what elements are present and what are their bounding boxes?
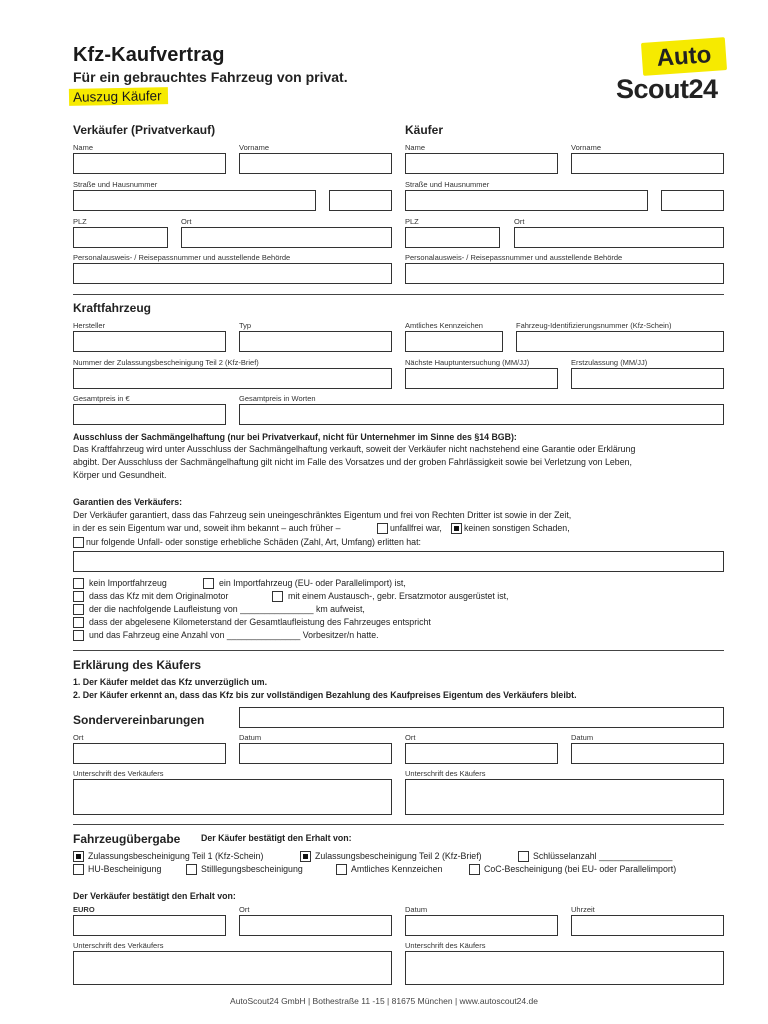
exclusion-text-1: Das Kraftfahrzeug wird unter Ausschluss der Sachmängelhaftung verkauft, soweit der Verkäufer nicht nachstehend eine Garantie oder Erklärung — [73, 444, 636, 454]
buyer-street-label: Straße und Hausnummer — [405, 180, 490, 189]
handover-seller-signature-field[interactable] — [73, 951, 392, 985]
plate-label: Amtliches Kennzeichen — [405, 321, 483, 330]
import-checkbox[interactable] — [203, 578, 214, 589]
no-import-checkbox[interactable] — [73, 578, 84, 589]
handover-buyer-signature-label: Unterschrift des Käufers — [405, 941, 486, 950]
handover-date-field[interactable] — [405, 915, 558, 936]
keys-label: Schlüsselanzahl _______________ — [533, 851, 673, 861]
euro-label: EURO — [73, 905, 95, 914]
seller-date-field[interactable] — [239, 743, 392, 764]
decommission-checkbox[interactable] — [186, 864, 197, 875]
accident-free-label: unfallfrei war, — [390, 523, 442, 533]
plates-label: Amtliches Kennzeichen — [351, 864, 443, 874]
keys-checkbox[interactable] — [518, 851, 529, 862]
vehicle-heading: Kraftfahrzeug — [73, 301, 152, 315]
coc-checkbox[interactable] — [469, 864, 480, 875]
doc1-label: Zulassungsbescheinigung Teil 1 (Kfz-Schein) — [88, 851, 264, 861]
seller-date-label: Datum — [239, 733, 262, 742]
seller-firstname-label: Vorname — [239, 143, 270, 152]
brand-logo-badge — [641, 37, 727, 76]
mileage-checkbox[interactable] — [73, 604, 84, 615]
registration-field[interactable] — [73, 368, 392, 389]
doc2-checkbox[interactable] — [300, 851, 311, 862]
seller-housenumber-field[interactable] — [329, 190, 392, 211]
hu-checkbox[interactable] — [73, 864, 84, 875]
buyer-zip-field[interactable] — [405, 227, 500, 248]
guarantees-text-2: in der es sein Eigentum war und, soweit ihm bekannt – auch früher – — [73, 523, 341, 533]
type-label: Typ — [239, 321, 252, 330]
registration-label: Nummer der Zulassungsbescheinigung Teil 2 (Kfz-Brief) — [73, 358, 259, 367]
only-following-checkbox[interactable] — [73, 537, 84, 548]
buyer-name-label: Name — [405, 143, 426, 152]
owners-checkbox[interactable] — [73, 630, 84, 641]
logo-text-auto: Auto — [655, 41, 713, 72]
hu-label: HU-Bescheinigung — [88, 864, 162, 874]
handover-place-field[interactable] — [239, 915, 392, 936]
seller-place-field[interactable] — [73, 743, 226, 764]
euro-field[interactable] — [73, 915, 226, 936]
price-words-label: Gesamtpreis in Worten — [239, 394, 316, 403]
coc-label: CoC-Bescheinigung (bei EU- oder Parallelimport) — [484, 864, 677, 874]
no-damage-label: keinen sonstigen Schaden, — [464, 523, 570, 533]
first-registration-field[interactable] — [571, 368, 724, 389]
special-agreements-field[interactable] — [239, 707, 724, 728]
page-subtitle: Für ein gebrauchtes Fahrzeug von privat. — [73, 69, 348, 85]
seller-name-field[interactable] — [73, 153, 226, 174]
price-label: Gesamtpreis in € — [73, 394, 130, 403]
seller-heading: Verkäufer (Privatverkauf) — [73, 123, 216, 137]
exclusion-heading: Ausschluss der Sachmängelhaftung (nur bei Privatverkauf, nicht für Unternehmer im Sinne des §14 BGB): — [73, 432, 517, 442]
price-field[interactable] — [73, 404, 226, 425]
buyer-place-field[interactable] — [405, 743, 558, 764]
vin-label: Fahrzeug-Identifizierungsnummer (Kfz-Schein) — [516, 321, 672, 330]
seller-id-label: Personalausweis- / Reisepassnummer und ausstellende Behörde — [73, 253, 291, 262]
exclusion-text-3: Körper und Gesundheit. — [73, 470, 167, 480]
seller-signature-label: Unterschrift des Verkäufers — [73, 769, 164, 778]
declaration-line-1: 1. Der Käufer meldet das Kfz unverzüglich um. — [73, 677, 268, 687]
buyer-firstname-field[interactable] — [571, 153, 724, 174]
buyer-housenumber-field[interactable] — [661, 190, 724, 211]
divider — [73, 294, 724, 295]
guarantees-heading: Garantien des Verkäufers: — [73, 497, 183, 507]
no-damage-checkbox[interactable] — [451, 523, 462, 534]
manufacturer-label: Hersteller — [73, 321, 106, 330]
buyer-zip-label: PLZ — [405, 217, 419, 226]
exclusion-text-2: abgibt. Der Ausschluss der Sachmängelhaftung gilt nicht im Falle des Vorsatzes und der groben Fahrlässigkeit sowie bei Verletzung von Leben, — [73, 457, 632, 467]
seller-id-field[interactable] — [73, 263, 392, 284]
buyer-street-field[interactable] — [405, 190, 648, 211]
handover-heading: Fahrzeugübergabe — [73, 832, 181, 846]
guarantees-text-1: Der Verkäufer garantiert, dass das Fahrzeug sein uneingeschränktes Eigentum und frei von Rechten Dritter ist sowie in der Zeit, — [73, 510, 572, 520]
odometer-checkbox[interactable] — [73, 617, 84, 628]
seller-name-label: Name — [73, 143, 94, 152]
decommission-label: Stilllegungsbescheinigung — [201, 864, 303, 874]
seller-street-field[interactable] — [73, 190, 316, 211]
odometer-label: dass der abgelesene Kilometerstand der Gesamtlaufleistung des Fahrzeuges entspricht — [89, 617, 431, 627]
no-import-label: kein Importfahrzeug — [89, 578, 167, 588]
only-following-label: nur folgende Unfall- oder sonstige erhebliche Schäden (Zahl, Art, Umfang) erlitten hat: — [86, 537, 421, 547]
buyer-id-label: Personalausweis- / Reisepassnummer und ausstellende Behörde — [405, 253, 623, 262]
seller-city-field[interactable] — [181, 227, 392, 248]
plate-field[interactable] — [405, 331, 503, 352]
doc1-checkbox[interactable] — [73, 851, 84, 862]
handover-time-field[interactable] — [571, 915, 724, 936]
mileage-label: der die nachfolgende Laufleistung von _______________ km aufweist, — [89, 604, 365, 614]
handover-buyer-signature-field[interactable] — [405, 951, 724, 985]
buyer-heading: Käufer — [405, 123, 444, 137]
buyer-name-field[interactable] — [405, 153, 558, 174]
seller-zip-label: PLZ — [73, 217, 87, 226]
manufacturer-field[interactable] — [73, 331, 226, 352]
declaration-line-2: 2. Der Käufer erkennt an, dass das Kfz bis zur vollständigen Bezahlung des Kaufpreises Eigentum des Verkäufers bleibt. — [73, 690, 577, 700]
seller-signature-field[interactable] — [73, 779, 392, 815]
type-field[interactable] — [239, 331, 392, 352]
seller-place-label: Ort — [73, 733, 84, 742]
doc2-label: Zulassungsbescheinigung Teil 2 (Kfz-Brief) — [315, 851, 482, 861]
seller-city-label: Ort — [181, 217, 192, 226]
buyer-signature-label: Unterschrift des Käufers — [405, 769, 486, 778]
price-words-field[interactable] — [239, 404, 724, 425]
divider — [73, 650, 724, 651]
logo-text-scout: Scout24 — [616, 74, 718, 104]
buyer-date-label: Datum — [571, 733, 594, 742]
divider — [73, 824, 724, 825]
replacement-engine-label: mit einem Austausch-, gebr. Ersatzmotor ausgerüstet ist, — [288, 591, 509, 601]
buyer-confirms-heading: Der Käufer bestätigt den Erhalt von: — [201, 833, 352, 843]
handover-time-label: Uhrzeit — [571, 905, 595, 914]
footer: AutoScout24 GmbH | Bothestraße 11 -15 | 81675 München | www.autoscout24.de — [230, 996, 538, 1006]
seller-firstname-field[interactable] — [239, 153, 392, 174]
buyer-id-field[interactable] — [405, 263, 724, 284]
seller-zip-field[interactable] — [73, 227, 168, 248]
handover-seller-signature-label: Unterschrift des Verkäufers — [73, 941, 164, 950]
replacement-engine-checkbox[interactable] — [272, 591, 283, 602]
buyer-place-label: Ort — [405, 733, 416, 742]
owners-label: und das Fahrzeug eine Anzahl von _______________ Vorbesitzer/n hatte. — [89, 630, 379, 640]
buyer-city-label: Ort — [514, 217, 525, 226]
buyer-city-field[interactable] — [514, 227, 724, 248]
handover-place-label: Ort — [239, 905, 250, 914]
seller-confirms-heading: Der Verkäufer bestätigt den Erhalt von: — [73, 891, 236, 901]
first-registration-label: Erstzulassung (MM/JJ) — [571, 358, 648, 367]
excerpt-badge: Auszug Käufer — [69, 87, 168, 106]
original-engine-label: dass das Kfz mit dem Originalmotor — [89, 591, 229, 601]
seller-street-label: Straße und Hausnummer — [73, 180, 158, 189]
original-engine-checkbox[interactable] — [73, 591, 84, 602]
buyer-firstname-label: Vorname — [571, 143, 602, 152]
next-inspection-field[interactable] — [405, 368, 558, 389]
page-title: Kfz-Kaufvertrag — [73, 44, 225, 66]
vin-field[interactable] — [516, 331, 724, 352]
special-heading: Sondervereinbarungen — [73, 713, 205, 727]
declaration-heading: Erklärung des Käufers — [73, 658, 202, 672]
buyer-date-field[interactable] — [571, 743, 724, 764]
handover-date-label: Datum — [405, 905, 428, 914]
buyer-signature-field[interactable] — [405, 779, 724, 815]
next-inspection-label: Nächste Hauptuntersuchung (MM/JJ) — [405, 358, 530, 367]
damages-field[interactable] — [73, 551, 724, 572]
import-label: ein Importfahrzeug (EU- oder Parallelimport) ist, — [219, 578, 406, 588]
accident-free-checkbox[interactable] — [377, 523, 388, 534]
plates-checkbox[interactable] — [336, 864, 347, 875]
